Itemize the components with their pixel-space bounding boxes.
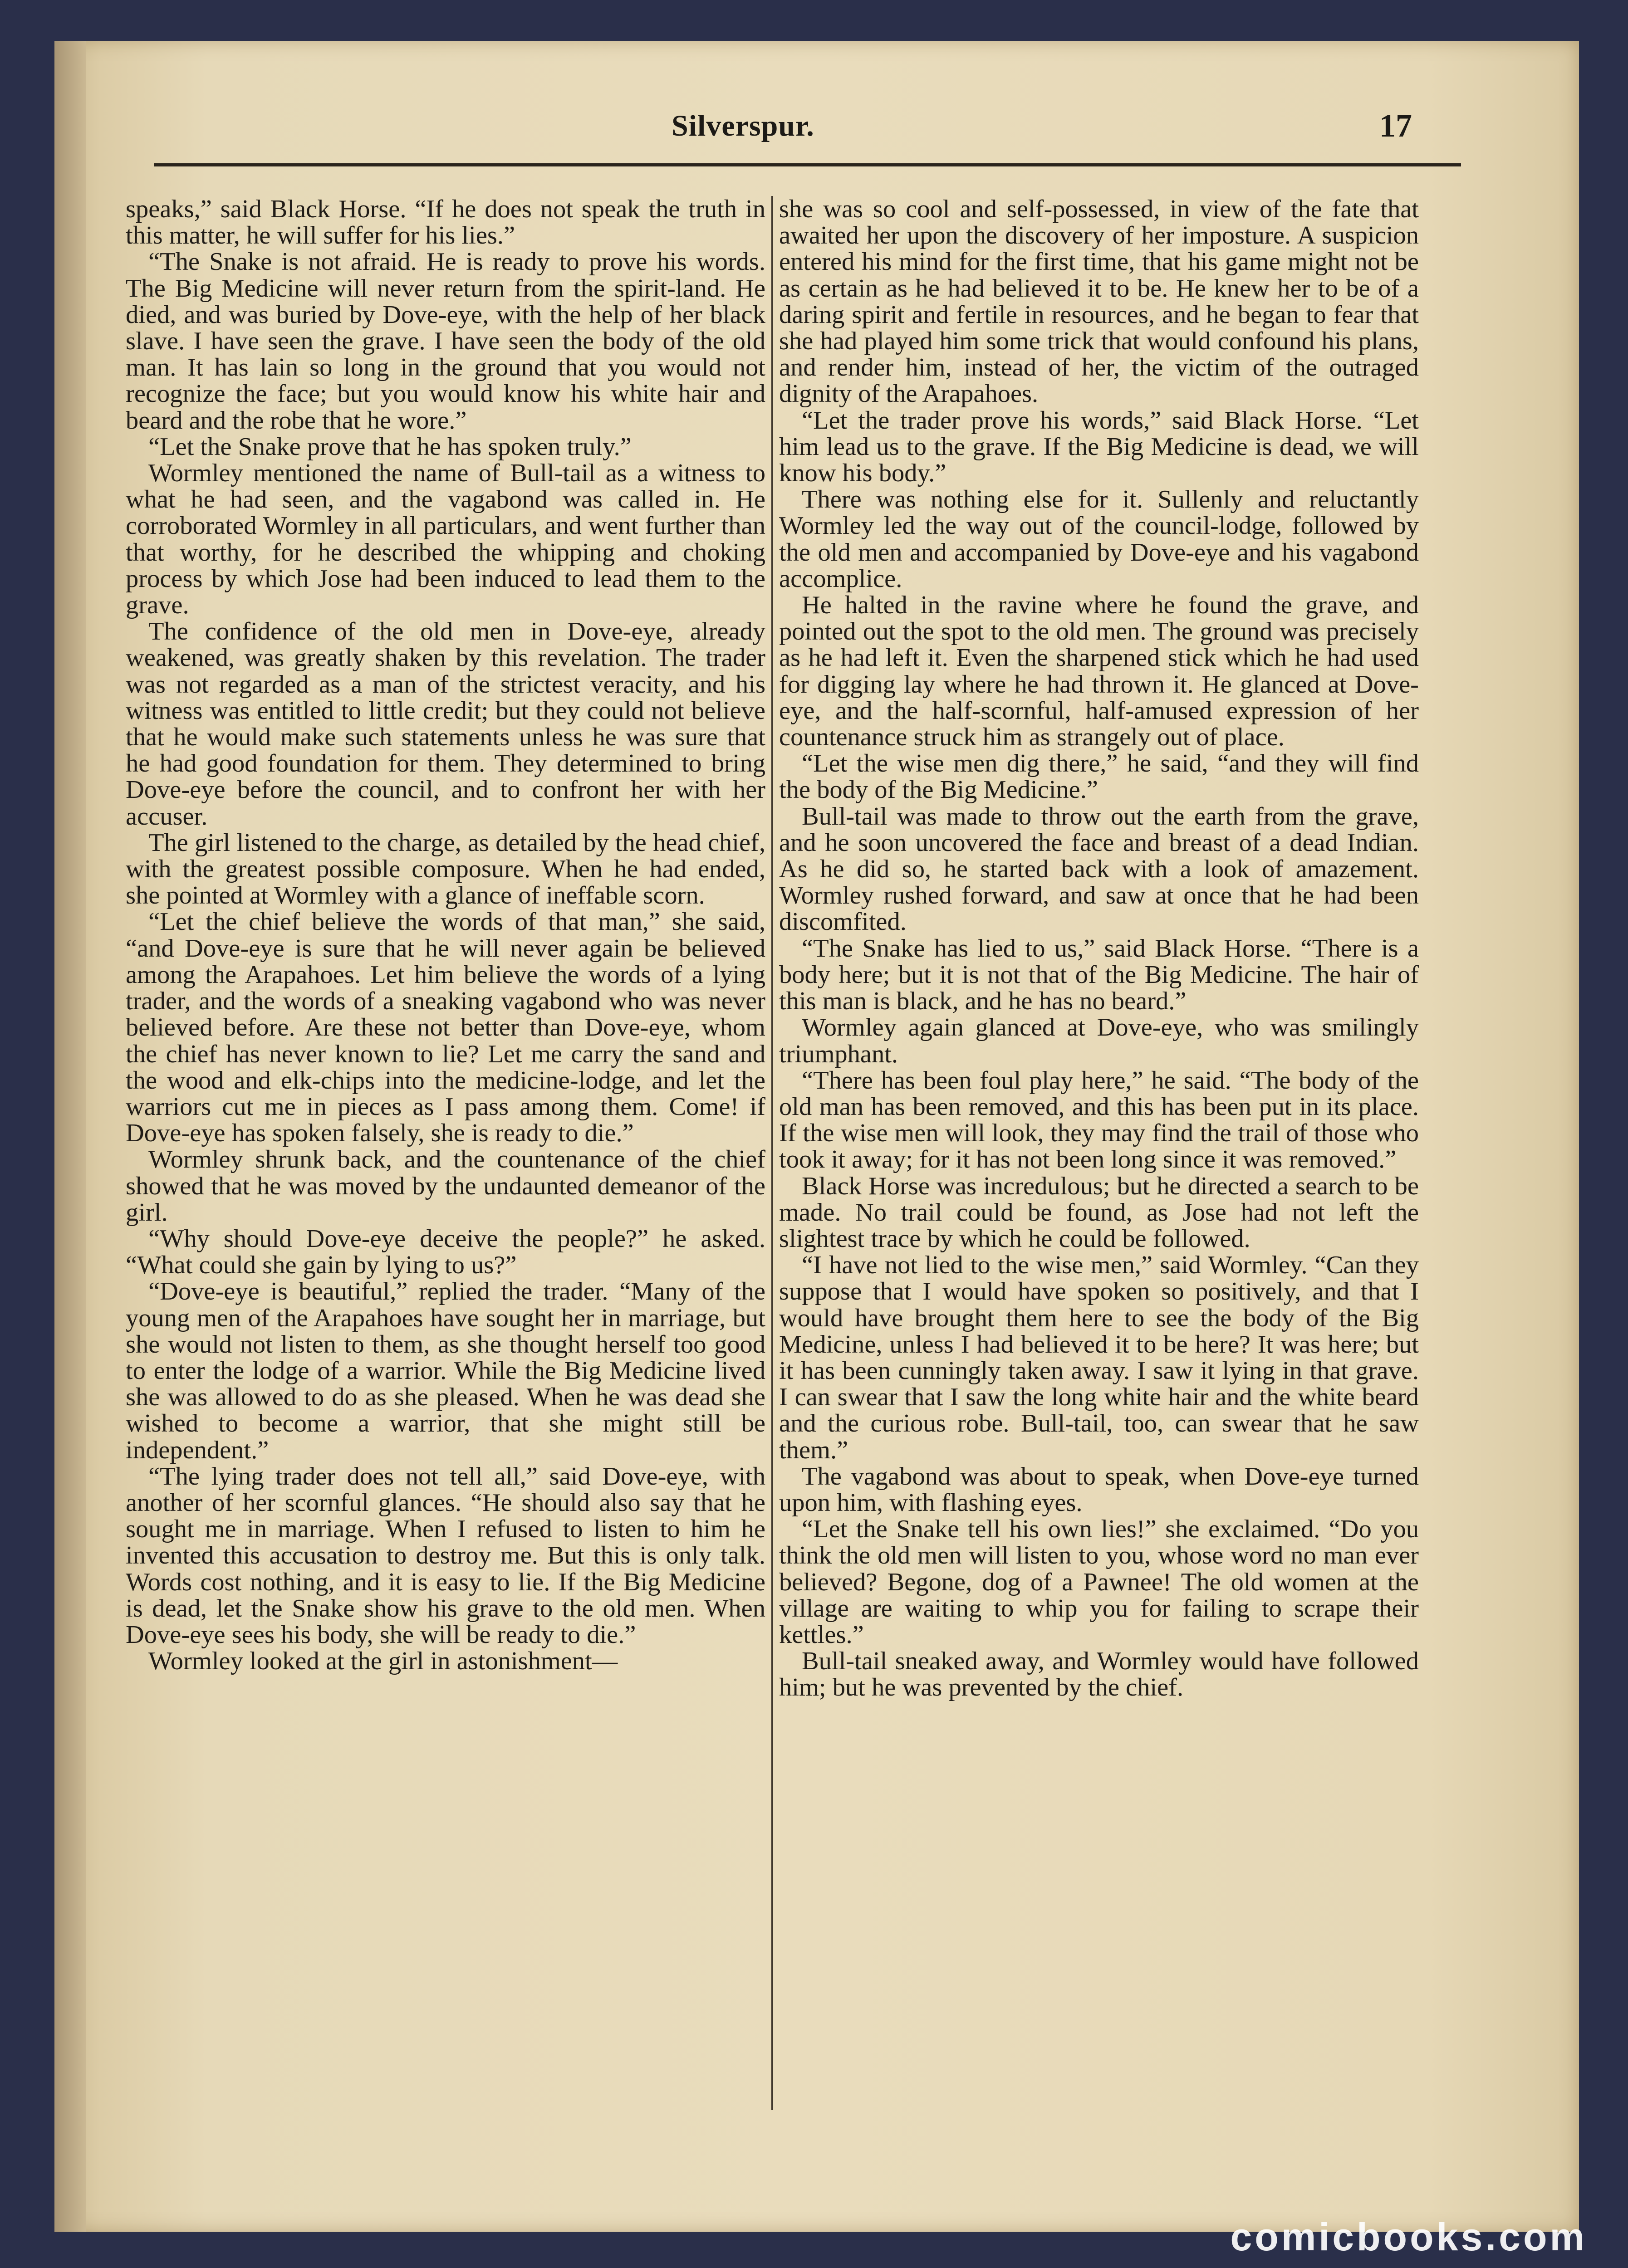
paragraph: “Dove-eye is beautiful,” replied the trader. “Many of the young men of the Arapahoes have sought her in marriage, but she would not listen to them, as she thought herself too good to enter the lodge of a warrior. While the Big Medicine lived she was allowed to do as she pleased. When he was dead she wished to become a warrior, that she might still be independent.” bbox=[126, 1277, 765, 1464]
paragraph: “I have not lied to the wise men,” said Wormley. “Can they suppose that I would have spoken so positively, and that I would have brought them here to see the body of the Big Medicine, unless I had believed it to be here? It was here; but it has been cunningly taken away. I saw it lying in that grave. I can swear that I saw the long white hair and the white beard and the curious robe. Bull-tail, too, can swear that he saw them.” bbox=[779, 1251, 1419, 1464]
paragraph: “Let the Snake tell his own lies!” she exclaimed. “Do you think the old men will listen to you, whose word no man ever believed? Begone, dog of a Pawnee! The old women at the village are waiting to whip you for failing to scrape their kettles.” bbox=[779, 1515, 1419, 1649]
header-rule bbox=[154, 163, 1461, 166]
page-number: 17 bbox=[1379, 108, 1412, 144]
paragraph: “The Snake is not afraid. He is ready to prove his words. The Big Medicine will never return from the spirit-land. He died, and was buried by Dove-eye, with the help of her black slave. I have seen the grave. I have seen the body of the old man. It has lain so long in the ground that you would not recognize the face; but you would know his white hair and beard and the robe that he wore.” bbox=[126, 248, 765, 435]
paragraph: Wormley looked at the girl in astonishment— bbox=[148, 1647, 618, 1676]
paragraph: The vagabond was about to speak, when Dove-eye turned upon him, with flashing eyes. bbox=[779, 1462, 1419, 1517]
paragraph: Bull-tail was made to throw out the earth from the grave, and he soon uncovered the face and breast of a dead Indian. As he did so, he started back with a look of amazement. Wormley rushed forward, and saw at once that he had been discomfited. bbox=[779, 802, 1419, 936]
page-gutter bbox=[54, 41, 86, 2232]
paragraph: “Let the Snake prove that he has spoken truly.” bbox=[148, 432, 632, 461]
paragraph: Black Horse was incredulous; but he directed a search to be made. No trail could be found, as Jose had not left the slightest trace by which he could be followed. bbox=[779, 1172, 1419, 1253]
paragraph: Bull-tail sneaked away, and Wormley would have followed him; but he was prevented by the chief. bbox=[779, 1647, 1419, 1702]
text-column-left bbox=[126, 196, 765, 1674]
text-column-right bbox=[779, 196, 1419, 1701]
paragraph: she was so cool and self-possessed, in view of the fate that awaited her upon the discovery of her imposture. A suspicion entered his mind for the first time, that his game might not be as certain as he had believed it to be. He knew her to be of a daring spirit and fertile in resources, and he began to fear that she had played him some trick that would confound his plans, and render him, instead of her, the victim of the outraged dignity of the Arapahoes. bbox=[779, 195, 1419, 408]
paragraph: Wormley mentioned the name of Bull-tail as a witness to what he had seen, and the vagabond was called in. He corroborated Wormley in all particulars, and went further than that worthy, for he described the whipping and choking process by which Jose had been induced to lead them to the grave. bbox=[126, 459, 765, 620]
column-divider bbox=[771, 196, 773, 2110]
paragraph: Wormley shrunk back, and the countenance of the chief showed that he was moved by the undaunted demeanor of the girl. bbox=[126, 1145, 765, 1227]
paragraph: “The lying trader does not tell all,” said Dove-eye, with another of her scornful glances. “He should also say that he sought me in marriage. When I refused to listen to him he invented this accusation to destroy me. But this is only talk. Words cost nothing, and it is easy to lie. If the Big Medicine is dead, let the Snake show his grave to the old men. When Dove-eye sees his body, she will be ready to die.” bbox=[126, 1462, 765, 1649]
paragraph: “The Snake has lied to us,” said Black Horse. “There is a body here; but it is not that of the Big Medicine. The hair of this man is black, and he has no beard.” bbox=[779, 934, 1419, 1016]
paragraph: “There has been foul play here,” he said. “The body of the old man has been removed, and this has been put in its place. If the wise men will look, they may find the trail of those who took it away; for it has not been long since it was removed.” bbox=[779, 1066, 1419, 1174]
paragraph: There was nothing else for it. Sullenly and reluctantly Wormley led the way out of the council-lodge, followed by the old men and accompanied by Dove-eye and his vagabond accomplice. bbox=[779, 485, 1419, 593]
paragraph: speaks,” said Black Horse. “If he does not speak the truth in this matter, he will suffer for his lies.” bbox=[126, 195, 765, 250]
paragraph: He halted in the ravine where he found the grave, and pointed out the spot to the old men. The ground was precisely as he had left it. Even the sharpened stick which he had used for digging lay where he had thrown it. He glanced at Dove-eye, and the half-scornful, half-amused expression of her countenance struck him as strangely out of place. bbox=[779, 591, 1419, 752]
paragraph: The girl listened to the charge, as detailed by the head chief, with the greatest possible composure. When he had ended, she pointed at Wormley with a glance of ineffable scorn. bbox=[126, 828, 765, 910]
paragraph: “Let the wise men dig there,” he said, “and they will find the body of the Big Medicine.” bbox=[779, 749, 1419, 804]
running-header-title: Silverspur. bbox=[672, 109, 814, 142]
paragraph: Wormley again glanced at Dove-eye, who was smilingly triumphant. bbox=[779, 1013, 1419, 1068]
watermark-logo: comicbooks.com bbox=[1230, 2215, 1587, 2259]
paragraph: “Let the trader prove his words,” said Black Horse. “Let him lead us to the grave. If the Big Medicine is dead, we will know his body.” bbox=[779, 406, 1419, 488]
paragraph: “Why should Dove-eye deceive the people?” he asked. “What could she gain by lying to us?” bbox=[126, 1224, 765, 1280]
paragraph: “Let the chief believe the words of that man,” she said, “and Dove-eye is sure that he will never again be believed among the Arapahoes. Let him believe the words of a lying trader, and the words of a sneaking vagabond who was never believed before. Are these not better than Dove-eye, whom the chief has never known to lie? Let me carry the sand and the wood and elk-chips into the medicine-lodge, and let the warriors cut me in pieces as I pass among them. Come! if Dove-eye has spoken falsely, she is ready to die.” bbox=[126, 908, 765, 1148]
paragraph: The confidence of the old men in Dove-eye, already weakened, was greatly shaken by this revelation. The trader was not regarded as a man of the strictest veracity, and his witness was entitled to little credit; but they could not believe that he would make such statements unless he was sure that he had good foundation for them. They determined to bring Dove-eye before the council, and to confront her with her accuser. bbox=[126, 617, 765, 831]
